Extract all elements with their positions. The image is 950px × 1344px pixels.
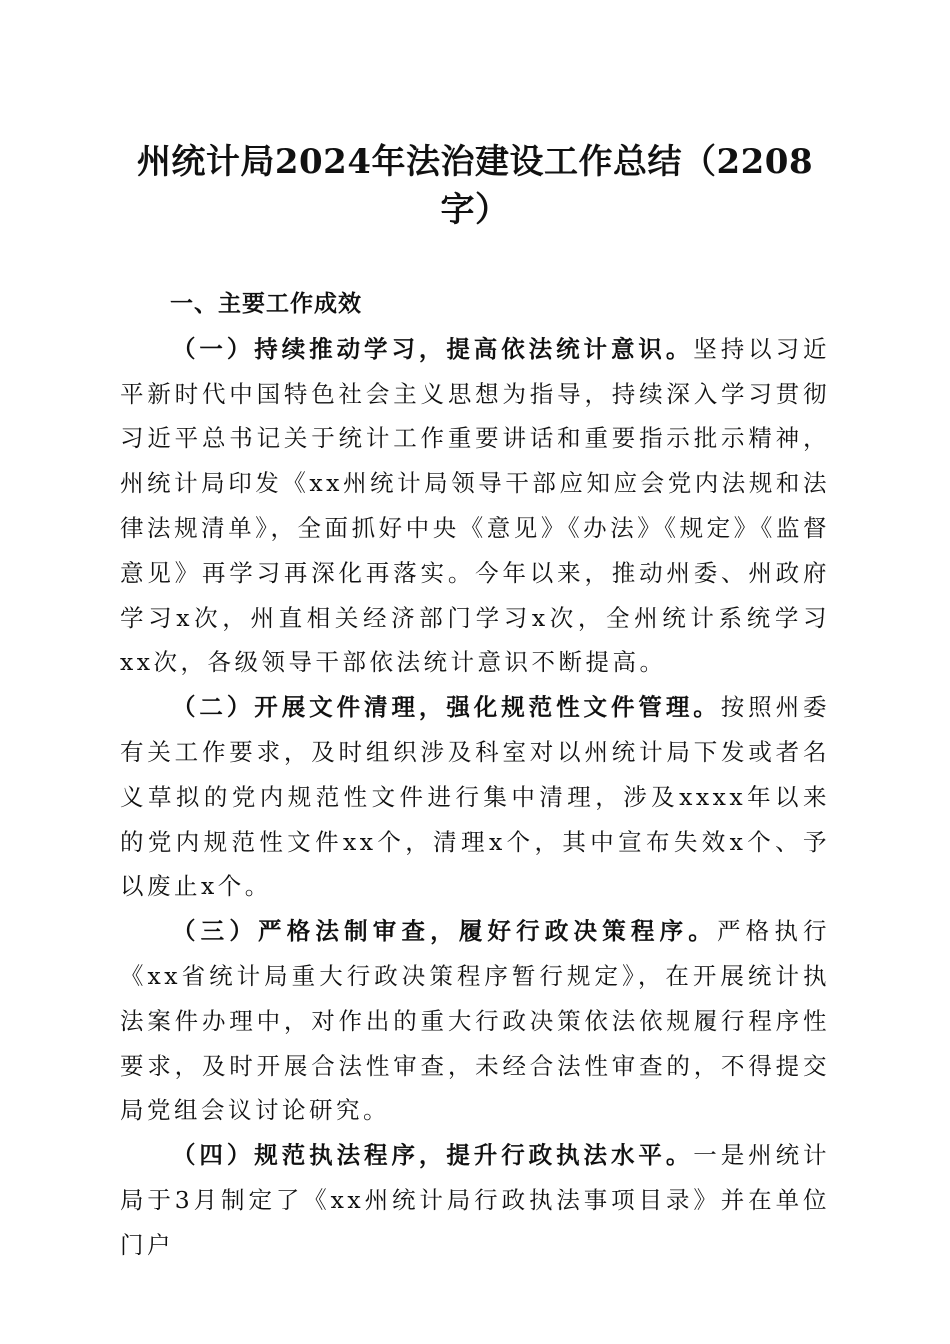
section-heading: 一、主要工作成效 [170, 291, 362, 317]
paragraph-4 [120, 1133, 830, 1267]
paragraph-2-text: 按照州委有关工作要求，及时组织涉及科室对以州统计局下发或者名义草拟的党内规范性文件进行集中清理，涉及xxxx年以来的党内规范性文件xx个，清理x个，其中宣布失效x个、予以废止x个。 [120, 693, 831, 901]
paragraph-2-lead: （二）开展文件清理，强化规范性文件管理。 [172, 693, 721, 722]
paragraph-4-lead: （四）规范执法程序，提升行政执法水平。 [172, 1141, 694, 1170]
paragraph-1-lead: （一）持续推动学习，提高依法统计意识。 [172, 334, 694, 363]
paragraph-3-text: 严格执行《xx省统计局重大行政决策程序暂行规定》，在开展统计执法案件办理中，对作出的重大行政决策依法依规履行程序性要求，及时开展合法性审查，未经合法性审查的，不得提交局党组会议讨论研究。 [120, 917, 831, 1125]
document-body [120, 282, 830, 1268]
paragraph-4-text: 一是州统计局于3月制定了《xx州统计局行政执法事项目录》并在单位门户 [120, 1141, 831, 1259]
paragraph-1-text: 坚持以习近平新时代中国特色社会主义思想为指导，持续深入学习贯彻习近平总书记关于统计工作重要讲话和重要指示批示精神，州统计局印发《xx州统计局领导干部应知应会党内法规和法律法规清单》，全面抓好中央《意见》《办法》《规定》《监督意见》再学习再深化再落实。今年以来，推动州委、州政府学习x次，州直相关经济部门学习x次，全州统计系统学习xx次，各级领导干部依法统计意识不断提高。 [120, 334, 831, 677]
paragraph-3 [120, 909, 830, 1133]
paragraph-1 [120, 327, 830, 685]
document-title: 州统计局2024年法治建设工作总结（2208字） [136, 142, 814, 230]
paragraph-3-lead: （三）严格法制审查，履好行政决策程序。 [172, 917, 717, 946]
paragraph-2 [120, 685, 830, 909]
